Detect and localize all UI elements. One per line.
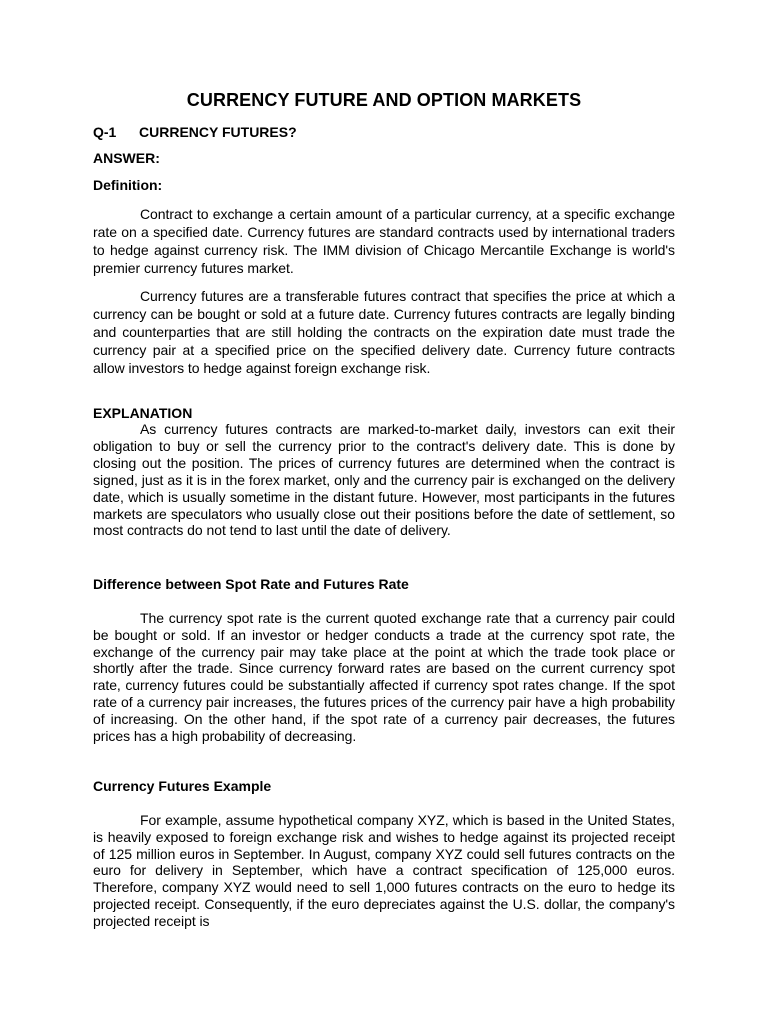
- question-text: CURRENCY FUTURES?: [139, 124, 297, 140]
- definition-paragraph-1: Contract to exchange a certain amount of a particular currency, at a specific exchange rate on a specified date. Currency futures are standard contracts used by international traders to hedge against currency risk. The IMM division of Chicago Mercantile Exchange is world's premier currency futures market.: [93, 206, 675, 276]
- example-paragraph: For example, assume hypothetical company XYZ, which is based in the United States, is heavily exposed to foreign exchange risk and wishes to hedge against its projected receipt of 125 million euros in September. In August, company XYZ could sell futures contracts on the euro for delivery in September, which have a contract specification of 125,000 euros. Therefore, company XYZ would need to sell 1,000 futures contracts on the euro to hedge its projected receipt. Consequently, if the euro depreciates against the U.S. dollar, the company's projected receipt is: [93, 812, 675, 929]
- document-title: CURRENCY FUTURE AND OPTION MARKETS: [186, 90, 582, 110]
- explanation-paragraph: As currency futures contracts are marked-to-market daily, investors can exit their obligation to buy or sell the currency prior to the contract's delivery date. This is done by closing out the position. The prices of currency futures are determined when the contract is signed, just as it is in the forex market, only and the currency pair is exchanged on the delivery date, which is usually sometime in the distant future. However, most participants in the futures markets are speculators who usually close out their positions before the date of settlement, so most contracts do not tend to last until the date of delivery.: [93, 421, 675, 539]
- difference-heading: Difference between Spot Rate and Futures Rate: [93, 576, 409, 592]
- difference-paragraph: The currency spot rate is the current quoted exchange rate that a currency pair could be bought or sold. If an investor or hedger conducts a trade at the currency spot rate, the exchange of the currency pair may take place at the point at which the trade took place or shortly after the trade. Since currency forward rates are based on the current currency spot rate, currency futures could be substantially affected if currency spot rates change. If the spot rate of a currency pair increases, the futures prices of the currency pair have a high probability of increasing. On the other hand, if the spot rate of a currency pair decreases, the futures prices has a high probability of decreasing.: [93, 610, 675, 744]
- question-number: Q-1: [93, 124, 117, 140]
- explanation-label: EXPLANATION: [93, 405, 193, 421]
- answer-label: ANSWER:: [93, 150, 160, 166]
- question-heading: [93, 124, 675, 141]
- definition-label: Definition:: [93, 177, 163, 193]
- definition-paragraph-2: Currency futures are a transferable futures contract that specifies the price at which a currency can be bought or sold at a future date. Currency futures contracts are legally binding and counterparties that are still holding the contracts on the expiration date must trade the currency pair at a specified price on the specified delivery date. Currency future contracts allow investors to hedge against foreign exchange risk.: [93, 288, 675, 376]
- example-heading: Currency Futures Example: [93, 778, 272, 794]
